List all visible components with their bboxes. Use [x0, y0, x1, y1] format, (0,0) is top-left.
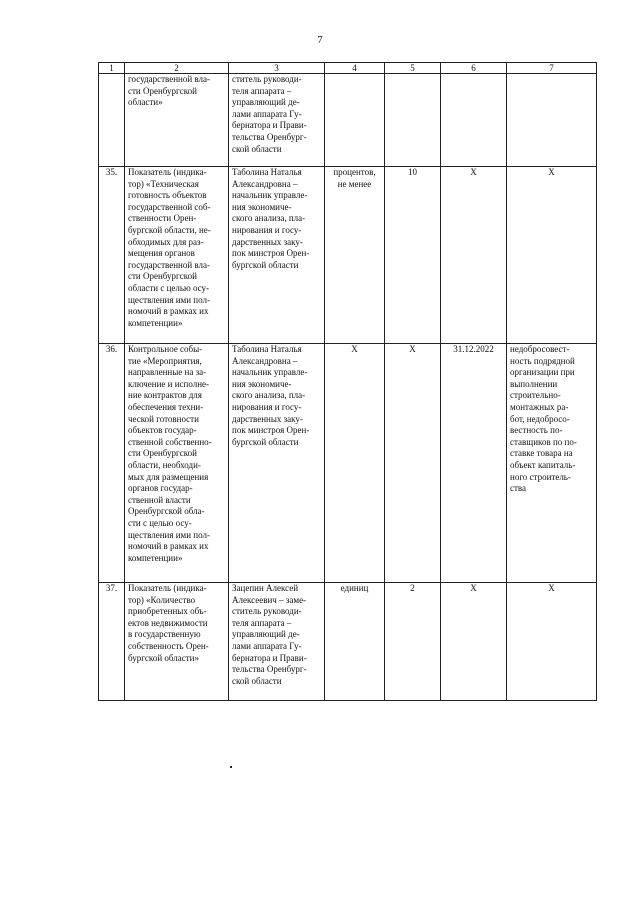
- header-cell-7: 7: [507, 63, 597, 74]
- responsible-person: Зацепин Алексей Алексеевич – заме- ститель руководи- теля аппарата – управляющий де- лами аппарата Гу- бернатора и Прави- тельства Оренбург- ской области: [229, 583, 325, 701]
- value: 10: [385, 167, 441, 344]
- table-row: [99, 167, 597, 344]
- deadline: Х: [441, 583, 507, 701]
- unit: процентов, не менее: [325, 167, 385, 344]
- indicator-name: государственной вла- сти Оренбургской области»: [125, 74, 229, 167]
- row-number: 37.: [99, 583, 125, 701]
- risk: недобросовест- ность подрядной организации при выполнении строительно- монтажных ра- бот, недобросо- вестность по- ставщиков по по- ставке товара на объект капиталь- ного строитель- ства: [507, 344, 597, 583]
- value: Х: [385, 344, 441, 583]
- header-cell-2: 2: [125, 63, 229, 74]
- indicator-name: Показатель (индика- тор) «Техническая готовность объектов государственной соб- ственности Орен- бургской области, не- обходимых для раз- мещения органов государственной вла- сти Оренбургской области с целью осу- ществления ими пол- номочий в рамках их компетенции»: [125, 167, 229, 344]
- table-row: [99, 583, 597, 701]
- risk: Х: [507, 583, 597, 701]
- header-cell-6: 6: [441, 63, 507, 74]
- header-row: [99, 63, 597, 74]
- table-row: [99, 344, 597, 583]
- table-row: [99, 74, 597, 167]
- deadline: Х: [441, 167, 507, 344]
- unit: Х: [325, 344, 385, 583]
- indicator-name: Показатель (индика- тор) «Количество приобретенных объ- ектов недвижимости в государственную собственность Орен- бургской области»: [125, 583, 229, 701]
- header-cell-5: 5: [385, 63, 441, 74]
- stray-dot: [230, 766, 232, 768]
- deadline: 31.12.2022: [441, 344, 507, 583]
- header-cell-4: 4: [325, 63, 385, 74]
- unit: единиц: [325, 583, 385, 701]
- unit: [325, 74, 385, 167]
- header-cell-3: 3: [229, 63, 325, 74]
- row-number: 35.: [99, 167, 125, 344]
- value: [385, 74, 441, 167]
- indicator-name: Контрольное собы- тие «Мероприятия, направленные на за- ключение и исполне- ние контрактов для обеспечения техни- ческой готовности объектов государ- ственной собственно- сти Оренбургской области, необходи- мых для размещения органов государ- ственной власти Оренбургской обла- сти с целью осу- ществления ими пол- номочий в рамках их компетенции»: [125, 344, 229, 583]
- row-number: 36.: [99, 344, 125, 583]
- responsible-person: ститель руководи- теля аппарата – управляющий де- лами аппарата Гу- бернатора и Прави- тельства Оренбург- ской области: [229, 74, 325, 167]
- responsible-person: Таболина Наталья Александровна – начальник управле- ния экономиче- ского анализа, пла- нирования и госу- дарственных заку- пок минстроя Орен- бургской области: [229, 344, 325, 583]
- deadline: [441, 74, 507, 167]
- row-number: [99, 74, 125, 167]
- value: 2: [385, 583, 441, 701]
- header-cell-1: 1: [99, 63, 125, 74]
- plan-table: [98, 62, 597, 701]
- page-number: 7: [317, 34, 323, 46]
- responsible-person: Таболина Наталья Александровна – начальник управле- ния экономиче- ского анализа, пла- нирования и госу- дарственных заку- пок минстроя Орен- бургской области: [229, 167, 325, 344]
- risk: Х: [507, 167, 597, 344]
- risk: [507, 74, 597, 167]
